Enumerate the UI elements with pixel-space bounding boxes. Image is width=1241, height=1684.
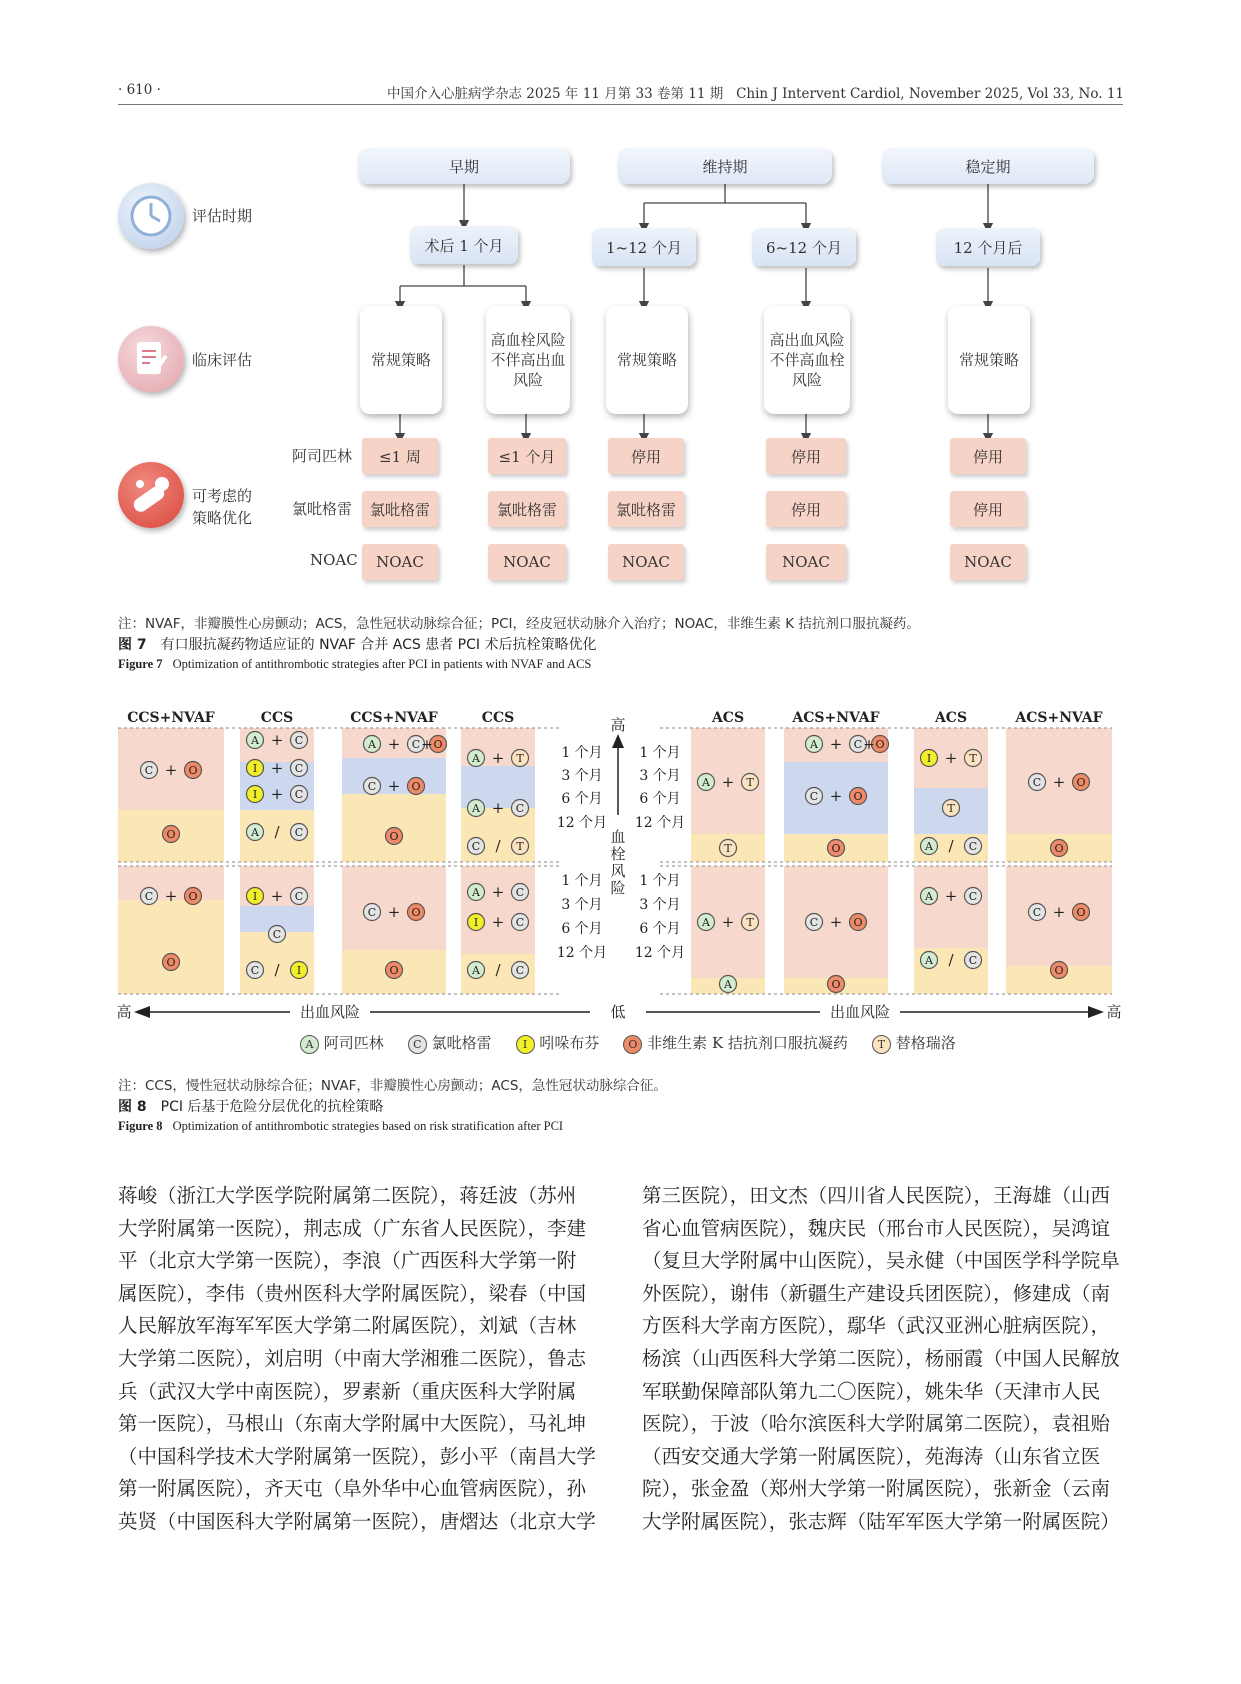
axis-label: 栓 bbox=[610, 845, 626, 863]
clopidogrel-marker-letter: C bbox=[294, 826, 304, 839]
axis-high-label: 高 bbox=[610, 716, 626, 734]
cell-noac-2: NOAC bbox=[488, 544, 566, 580]
ticagrelor-marker-letter: T bbox=[746, 776, 754, 789]
clopidogrel-marker-letter: C bbox=[144, 764, 154, 777]
axis-label: 出血风险 bbox=[299, 1003, 361, 1021]
strategy-text: 不伴高出血 bbox=[490, 351, 566, 369]
axis-high-label: 高 bbox=[116, 1003, 132, 1021]
strategy-text: 常规策略 bbox=[616, 351, 677, 369]
time-label: 12 个月 bbox=[556, 945, 608, 961]
caption-text: PCI 后基于危险分层优化的抗栓策略 bbox=[160, 1099, 384, 1115]
time-1-12-month: 1~12 个月 bbox=[592, 228, 696, 266]
noac-marker-letter: O bbox=[188, 764, 198, 777]
operator: + bbox=[944, 749, 958, 767]
legend-label: 吲哚布芬 bbox=[539, 1034, 600, 1052]
column-header: ACS bbox=[711, 710, 745, 726]
time-1-month: 术后 1 个月 bbox=[410, 226, 518, 264]
axis-low-label: 低 bbox=[610, 1003, 626, 1021]
noac-marker-letter: O bbox=[188, 890, 198, 903]
row-clopidogrel: 氯吡格雷 bbox=[292, 500, 353, 518]
noac-marker-letter: O bbox=[389, 830, 399, 843]
phase-maintenance: 维持期 bbox=[618, 148, 832, 184]
ticagrelor-marker-letter: T bbox=[724, 842, 732, 855]
strategy-high-bleeding bbox=[764, 306, 850, 414]
column-header: ACS+NVAF bbox=[792, 710, 880, 726]
operator: + bbox=[491, 883, 505, 901]
body-line: 第一医院），马根山（东南大学附属中大医院），马礼坤 bbox=[118, 1412, 587, 1436]
clock-icon bbox=[118, 183, 184, 249]
operator: + bbox=[721, 773, 735, 791]
noac-marker-letter: O bbox=[411, 780, 421, 793]
aspirin-marker-letter: A bbox=[472, 752, 480, 765]
operator: / bbox=[495, 961, 501, 979]
journal-header: 中国介入心脏病学杂志 2025 年 11 月第 33 卷第 11 期 Chin J Intervent Cardiol, November 2025, Vol 33, No. 11 bbox=[386, 86, 1124, 102]
axis-high-label: 高 bbox=[1106, 1003, 1122, 1021]
noac-marker-letter: O bbox=[1076, 776, 1086, 789]
aspirin-marker-letter: A bbox=[251, 734, 259, 747]
operator: + bbox=[491, 749, 505, 767]
axis-label: 血 bbox=[610, 828, 626, 846]
body-line: 兵（武汉大学中南医院），罗素新（重庆医科大学附属 bbox=[118, 1379, 577, 1403]
figure7-caption-en bbox=[118, 657, 591, 672]
cell-aspirin-5: 停用 bbox=[950, 438, 1026, 474]
figure7-caption bbox=[118, 634, 596, 654]
clopidogrel-marker-letter: C bbox=[968, 890, 978, 903]
noac-marker-letter: O bbox=[166, 956, 176, 969]
legend-indobufen bbox=[516, 1032, 600, 1054]
noac-marker-letter: O bbox=[411, 906, 421, 919]
clipboard-icon bbox=[118, 326, 184, 392]
page-number: · 610 · bbox=[118, 82, 161, 98]
strategy-text: 风险 bbox=[512, 371, 543, 389]
body-line: 军联勤保障部队第九二〇医院），姚朱华（天津市人民 bbox=[642, 1379, 1101, 1403]
indobufen-marker-letter: I bbox=[473, 916, 479, 929]
clopidogrel-marker-letter: C bbox=[272, 928, 282, 941]
figure8-caption-en bbox=[118, 1119, 563, 1134]
indobufen-icon: I bbox=[516, 1035, 535, 1054]
aspirin-marker-letter: A bbox=[925, 840, 933, 853]
legend-label: 阿司匹林 bbox=[323, 1034, 384, 1052]
clopidogrel-marker-letter: C bbox=[367, 906, 377, 919]
aspirin-marker-letter: A bbox=[724, 978, 732, 991]
noac-marker-letter: O bbox=[853, 790, 863, 803]
operator: + bbox=[387, 735, 401, 753]
cell-clopidogrel-2: 氯吡格雷 bbox=[488, 491, 566, 527]
operator: + bbox=[270, 785, 284, 803]
body-line: 第三医院），田文杰（四川省人民医院），王海雄（山西 bbox=[642, 1184, 1111, 1207]
cell-aspirin-2: ≤1 个月 bbox=[488, 438, 566, 474]
clopidogrel-marker-letter: C bbox=[144, 890, 154, 903]
strategy-text: 风险 bbox=[791, 371, 822, 389]
axis-arrow bbox=[612, 734, 624, 748]
legend-ticagrelor bbox=[872, 1032, 956, 1054]
body-column-right bbox=[642, 1180, 1124, 1539]
time-label: 12 个月 bbox=[634, 815, 686, 831]
caption-text: 有口服抗凝药物适应证的 NVAF 合并 ACS 患者 PCI 术后抗栓策略优化 bbox=[160, 637, 597, 653]
caption-text: Optimization of antithrombotic strategies after PCI in patients with NVAF and ACS bbox=[172, 657, 592, 671]
body-line: 方医科大学南方医院），鄢华（武汉亚洲心脏病医院）， bbox=[642, 1314, 1111, 1338]
clopidogrel-marker-letter: C bbox=[515, 964, 525, 977]
axis-arrow bbox=[1088, 1006, 1104, 1018]
body-column-left bbox=[118, 1180, 598, 1539]
clopidogrel-marker-letter: C bbox=[515, 916, 525, 929]
time-label: 6 个月 bbox=[561, 791, 603, 807]
indobufen-marker-letter: I bbox=[926, 752, 932, 765]
strategy-text: 常规策略 bbox=[370, 351, 431, 369]
legend-label: 替格瑞洛 bbox=[895, 1034, 956, 1052]
clopidogrel-marker-letter: C bbox=[809, 916, 819, 929]
figure7-note: 注：NVAF，非瓣膜性心房颤动；ACS，急性冠状动脉综合征；PCI，经皮冠状动脉介入治疗；NOAC，非维生素 K 拮抗剂口服抗凝药。 bbox=[118, 616, 920, 632]
body-line: 蒋峻（浙江大学医学院附属第二医院），蒋廷波（苏州 bbox=[118, 1184, 577, 1207]
ticagrelor-marker-letter: T bbox=[947, 802, 955, 815]
noac-marker-letter: O bbox=[1076, 906, 1086, 919]
operator: / bbox=[948, 837, 954, 855]
noac-icon: O bbox=[623, 1035, 642, 1054]
noac-marker-letter: O bbox=[1054, 842, 1064, 855]
time-label: 1 个月 bbox=[639, 745, 681, 761]
operator: + bbox=[270, 731, 284, 749]
strategy-text: 不伴高血栓 bbox=[769, 351, 845, 369]
operator: + bbox=[944, 887, 958, 905]
aspirin-marker-letter: A bbox=[810, 738, 818, 751]
clopidogrel-marker-letter: C bbox=[367, 780, 377, 793]
body-line: （中国科学技术大学附属第一医院），彭小平（南昌大学 bbox=[118, 1444, 596, 1468]
figure8-note: 注：CCS，慢性冠状动脉综合征；NVAF，非瓣膜性心房颤动；ACS，急性冠状动脉综合征。 bbox=[118, 1078, 667, 1094]
strategy-text: 高出血风险 bbox=[769, 331, 845, 349]
operator: + bbox=[387, 903, 401, 921]
aspirin-marker-letter: A bbox=[925, 954, 933, 967]
noac-marker-letter: O bbox=[389, 964, 399, 977]
aspirin-marker-letter: A bbox=[702, 776, 710, 789]
clopidogrel-marker-letter: C bbox=[471, 840, 481, 853]
noac-marker-letter: O bbox=[433, 738, 443, 751]
body-line: 平（北京大学第一医院），李浪（广西医科大学第一附 bbox=[118, 1249, 577, 1273]
risk-block bbox=[914, 866, 988, 948]
figure8-grid bbox=[0, 700, 1241, 1060]
body-line: 属医院），李伟（贵州医科大学附属医院），梁春（中国 bbox=[118, 1281, 587, 1305]
cell-noac-5: NOAC bbox=[950, 544, 1026, 580]
cell-aspirin-3: 停用 bbox=[608, 438, 684, 474]
clopidogrel-marker-letter: C bbox=[250, 964, 260, 977]
cell-clopidogrel-3: 氯吡格雷 bbox=[608, 491, 684, 527]
phase-early: 早期 bbox=[358, 148, 570, 184]
body-line: 英贤（中国医科大学附属第一医院），唐熠达（北京大学 bbox=[118, 1509, 596, 1533]
risk-block bbox=[118, 900, 224, 994]
column-header: CCS+NVAF bbox=[127, 710, 215, 726]
caption-text: Optimization of antithrombotic strategies based on risk stratification after PCI bbox=[172, 1119, 564, 1133]
noac-marker-letter: O bbox=[166, 828, 176, 841]
label-optimize-1: 可考虑的 bbox=[192, 487, 253, 505]
time-label: 6 个月 bbox=[561, 921, 603, 937]
column-header: CCS bbox=[260, 710, 294, 726]
caption-label: 图 8 bbox=[118, 1099, 147, 1115]
row-noac: NOAC bbox=[310, 551, 358, 569]
cell-clopidogrel-1: 氯吡格雷 bbox=[362, 491, 438, 527]
column-header: CCS+NVAF bbox=[350, 710, 438, 726]
time-6-12-month: 6~12 个月 bbox=[752, 228, 856, 266]
operator: + bbox=[421, 737, 433, 753]
strategy-text: 高血栓风险 bbox=[490, 331, 566, 349]
operator: / bbox=[948, 951, 954, 969]
clopidogrel-marker-letter: C bbox=[853, 738, 863, 751]
time-label: 3 个月 bbox=[639, 768, 681, 784]
operator: + bbox=[491, 913, 505, 931]
operator: + bbox=[829, 787, 843, 805]
indobufen-marker-letter: I bbox=[252, 788, 258, 801]
ticagrelor-marker-letter: T bbox=[746, 916, 754, 929]
figure8-legend bbox=[300, 1032, 956, 1054]
time-label: 12 个月 bbox=[556, 815, 608, 831]
time-label: 6 个月 bbox=[639, 921, 681, 937]
column-header: ACS+NVAF bbox=[1015, 710, 1103, 726]
operator: + bbox=[829, 913, 843, 931]
operator: + bbox=[1052, 903, 1066, 921]
axis-label: 险 bbox=[610, 879, 626, 897]
noac-marker-letter: O bbox=[853, 916, 863, 929]
label-timing: 评估时期 bbox=[192, 207, 253, 225]
label-clinical: 临床评估 bbox=[192, 351, 253, 369]
label-optimize-2: 策略优化 bbox=[192, 509, 253, 527]
time-label: 12 个月 bbox=[634, 945, 686, 961]
operator: + bbox=[491, 799, 505, 817]
operator: + bbox=[863, 737, 875, 753]
time-label: 1 个月 bbox=[561, 873, 603, 889]
time-label: 3 个月 bbox=[639, 897, 681, 913]
aspirin-marker-letter: A bbox=[251, 826, 259, 839]
caption-label: Figure 7 bbox=[118, 657, 163, 671]
clopidogrel-marker-letter: C bbox=[294, 762, 304, 775]
cell-aspirin-4: 停用 bbox=[766, 438, 846, 474]
legend-label: 非维生素 K 拮抗剂口服抗凝药 bbox=[647, 1034, 848, 1052]
operator: / bbox=[274, 961, 280, 979]
caption-label: 图 7 bbox=[118, 637, 147, 653]
ticagrelor-marker-letter: T bbox=[516, 840, 524, 853]
column-header: CCS bbox=[481, 710, 515, 726]
operator: + bbox=[1052, 773, 1066, 791]
legend-clopidogrel bbox=[408, 1032, 492, 1054]
body-line: 大学附属第一医院），荆志成（广东省人民医院），李建 bbox=[118, 1216, 587, 1240]
aspirin-marker-letter: A bbox=[925, 890, 933, 903]
operator: + bbox=[829, 735, 843, 753]
clopidogrel-marker-letter: C bbox=[968, 954, 978, 967]
cell-clopidogrel-5: 停用 bbox=[950, 491, 1026, 527]
clopidogrel-marker-letter: C bbox=[515, 886, 525, 899]
clopidogrel-marker-letter: C bbox=[294, 734, 304, 747]
body-line: 外医院），谢伟（新疆生产建设兵团医院），修建成（南 bbox=[642, 1281, 1111, 1305]
body-line: 杨滨（山西医科大学第二医院），杨丽霞（中国人民解放 bbox=[642, 1346, 1120, 1370]
pills-icon bbox=[118, 462, 184, 528]
aspirin-marker-letter: A bbox=[472, 964, 480, 977]
body-line: （西安交通大学第一附属医院），苑海涛（山东省立医 bbox=[642, 1444, 1101, 1468]
clopidogrel-icon: C bbox=[408, 1035, 427, 1054]
caption-label: Figure 8 bbox=[118, 1119, 163, 1133]
operator: / bbox=[274, 823, 280, 841]
body-line: 大学第二医院），刘启明（中南大学湘雅二医院），鲁志 bbox=[118, 1346, 587, 1370]
body-line: 院），张金盈（郑州大学第一附属医院），张新金（云南 bbox=[642, 1477, 1111, 1501]
strategy-text: 常规策略 bbox=[958, 351, 1019, 369]
body-line: 大学附属医院），张志辉（陆军军医大学第一附属医院） bbox=[642, 1509, 1120, 1533]
clopidogrel-marker-letter: C bbox=[968, 840, 978, 853]
operator: / bbox=[495, 837, 501, 855]
axis-label: 出血风险 bbox=[829, 1003, 891, 1021]
strategy-routine-1 bbox=[360, 306, 442, 414]
time-label: 6 个月 bbox=[639, 791, 681, 807]
clopidogrel-marker-letter: C bbox=[1032, 906, 1042, 919]
clopidogrel-marker-letter: C bbox=[294, 788, 304, 801]
time-label: 3 个月 bbox=[561, 768, 603, 784]
clopidogrel-marker-letter: C bbox=[515, 802, 525, 815]
time-label: 1 个月 bbox=[561, 745, 603, 761]
aspirin-icon: A bbox=[300, 1035, 319, 1054]
legend-noac bbox=[623, 1032, 848, 1054]
cell-noac-4: NOAC bbox=[766, 544, 846, 580]
strategy-routine-3 bbox=[948, 306, 1030, 414]
strategy-routine-2 bbox=[606, 306, 688, 414]
noac-marker-letter: O bbox=[875, 738, 885, 751]
operator: + bbox=[164, 887, 178, 905]
operator: + bbox=[270, 887, 284, 905]
aspirin-marker-letter: A bbox=[702, 916, 710, 929]
ticagrelor-icon: T bbox=[872, 1035, 891, 1054]
aspirin-marker-letter: A bbox=[368, 738, 376, 751]
cell-noac-3: NOAC bbox=[608, 544, 684, 580]
indobufen-marker-letter: I bbox=[252, 762, 258, 775]
time-label: 1 个月 bbox=[639, 873, 681, 889]
time-after-12-month: 12 个月后 bbox=[936, 228, 1040, 266]
body-line: 人民解放军海军军医大学第二附属医院），刘斌（吉林 bbox=[118, 1314, 577, 1338]
flow-connectors bbox=[0, 0, 1241, 560]
column-header: ACS bbox=[934, 710, 968, 726]
operator: + bbox=[721, 913, 735, 931]
strategy-high-thrombosis bbox=[486, 306, 570, 414]
clopidogrel-marker-letter: C bbox=[411, 738, 421, 751]
operator: + bbox=[164, 761, 178, 779]
operator: + bbox=[270, 759, 284, 777]
cell-noac-1: NOAC bbox=[362, 544, 438, 580]
noac-marker-letter: O bbox=[1054, 964, 1064, 977]
indobufen-marker-letter: I bbox=[252, 890, 258, 903]
risk-block bbox=[461, 866, 535, 954]
body-line: 省心血管病医院），魏庆民（邢台市人民医院），吴鸿谊 bbox=[642, 1216, 1111, 1240]
axis-label: 风 bbox=[610, 862, 626, 880]
phase-stable: 稳定期 bbox=[882, 148, 1094, 184]
noac-marker-letter: O bbox=[831, 842, 841, 855]
clopidogrel-marker-letter: C bbox=[1032, 776, 1042, 789]
ticagrelor-marker-letter: T bbox=[516, 752, 524, 765]
row-aspirin: 阿司匹林 bbox=[292, 447, 353, 465]
ticagrelor-marker-letter: T bbox=[969, 752, 977, 765]
axis-arrow bbox=[134, 1006, 150, 1018]
indobufen-marker-letter: I bbox=[296, 964, 302, 977]
figure8-caption bbox=[118, 1096, 383, 1116]
cell-aspirin-1: ≤1 周 bbox=[362, 438, 438, 474]
time-label: 3 个月 bbox=[561, 897, 603, 913]
aspirin-marker-letter: A bbox=[472, 886, 480, 899]
legend-aspirin bbox=[300, 1032, 384, 1054]
cell-clopidogrel-4: 停用 bbox=[766, 491, 846, 527]
body-line: 医院），于波（哈尔滨医科大学附属第二医院），袁祖贻 bbox=[642, 1412, 1111, 1436]
body-line: 第一附属医院），齐天屯（阜外华中心血管病医院），孙 bbox=[118, 1477, 587, 1501]
clopidogrel-marker-letter: C bbox=[809, 790, 819, 803]
noac-marker-letter: O bbox=[831, 978, 841, 991]
clopidogrel-marker-letter: C bbox=[294, 890, 304, 903]
legend-label: 氯吡格雷 bbox=[431, 1034, 492, 1052]
body-line: （复旦大学附属中山医院），吴永健（中国医学科学院阜 bbox=[642, 1249, 1120, 1273]
aspirin-marker-letter: A bbox=[472, 802, 480, 815]
operator: + bbox=[387, 777, 401, 795]
